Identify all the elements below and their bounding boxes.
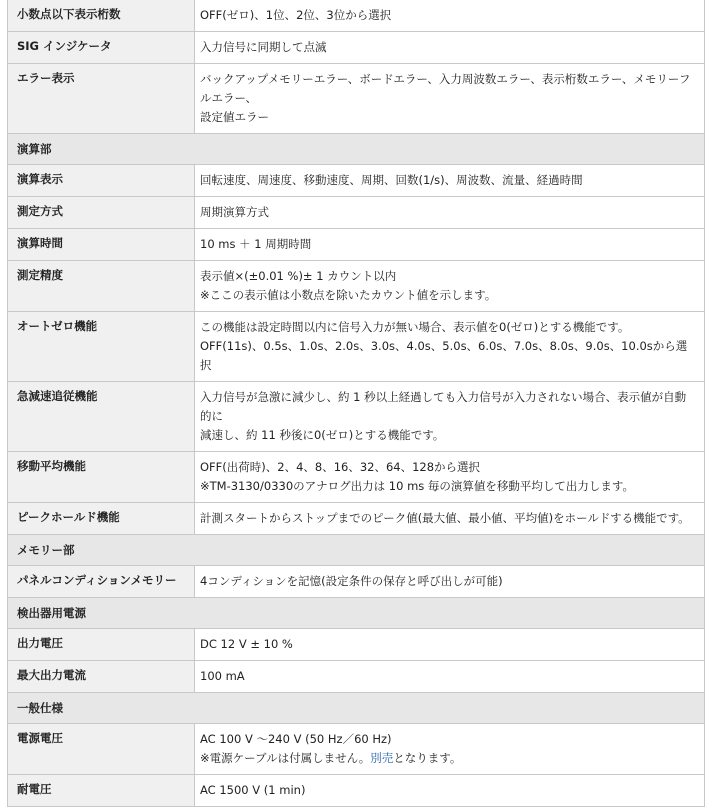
spec-value: [195, 32, 705, 64]
spec-value-line: 計測スタートからストップまでのピーク値(最大値、最小値、平均値)をホールドする機能です。: [200, 511, 690, 525]
spec-row: [8, 503, 705, 535]
spec-label: 急減速追従機能: [8, 382, 195, 452]
separately-sold-link[interactable]: 別売: [370, 751, 394, 765]
spec-row: [8, 629, 705, 661]
spec-value-line: ※TM-3130/0330のアナログ出力は 10 ms 毎の演算値を移動平均して出力します。: [200, 479, 635, 493]
section-header-row: [8, 134, 705, 165]
spec-value-line: OFF(ゼロ)、1位、2位、3位から選択: [200, 8, 392, 22]
spec-row: [8, 775, 705, 807]
spec-value-line: 表示値×(±0.01 %)± 1 カウント以内: [200, 269, 397, 283]
section-title: 演算部: [8, 134, 705, 165]
spec-value: [195, 775, 705, 807]
spec-label: 演算時間: [8, 229, 195, 261]
note-text: ※電源ケーブルは付属しません。: [200, 751, 371, 765]
spec-row: [8, 0, 705, 32]
spec-row: [8, 64, 705, 134]
section-title: メモリー部: [8, 535, 705, 566]
spec-value: [195, 566, 705, 598]
spec-value: [195, 724, 705, 775]
spec-value-line: 設定値エラー: [200, 110, 269, 124]
spec-row: [8, 452, 705, 503]
spec-label: ピークホールド機能: [8, 503, 195, 535]
spec-value: [195, 452, 705, 503]
spec-label: パネルコンディションメモリー: [8, 566, 195, 598]
section-header-row: [8, 535, 705, 566]
section-header-row: [8, 693, 705, 724]
spec-label: 小数点以下表示桁数: [8, 0, 195, 32]
section-title: 検出器用電源: [8, 598, 705, 629]
spec-value: [195, 165, 705, 197]
spec-value: [195, 629, 705, 661]
spec-label: 最大出力電流: [8, 661, 195, 693]
spec-value: [195, 312, 705, 382]
spec-label: SIG インジケータ: [8, 32, 195, 64]
spec-row: [8, 261, 705, 312]
spec-row: [8, 724, 705, 775]
spec-value-line: AC 100 V 〜240 V (50 Hz／60 Hz): [200, 732, 392, 746]
spec-value: [195, 503, 705, 535]
spec-label: オートゼロ機能: [8, 312, 195, 382]
spec-value-line: DC 12 V ± 10 %: [200, 637, 293, 651]
spec-value-line: バックアップメモリーエラー、ボードエラー、入力周波数エラー、表示桁数エラー、メモリーフルエラー、: [200, 72, 691, 105]
spec-value: [195, 261, 705, 312]
spec-label: 測定精度: [8, 261, 195, 312]
note-text-suffix: となります。: [393, 751, 462, 765]
spec-row: [8, 382, 705, 452]
spec-value: [195, 382, 705, 452]
spec-row: [8, 32, 705, 64]
spec-row: [8, 312, 705, 382]
spec-row: [8, 165, 705, 197]
spec-value: [195, 229, 705, 261]
spec-value: [195, 661, 705, 693]
spec-value-line: 回転速度、周速度、移動速度、周期、回数(1/s)、周波数、流量、経過時間: [200, 173, 583, 187]
spec-row: [8, 229, 705, 261]
spec-note-line: [200, 749, 696, 768]
spec-table-body: [8, 0, 705, 807]
spec-row: [8, 566, 705, 598]
section-title: 一般仕様: [8, 693, 705, 724]
section-header-row: [8, 598, 705, 629]
spec-value-line: 10 ms ＋ 1 周期時間: [200, 237, 312, 251]
spec-value-line: 減速し、約 11 秒後に0(ゼロ)とする機能です。: [200, 428, 445, 442]
spec-value-line: 4コンディションを記憶(設定条件の保存と呼び出しが可能): [200, 574, 503, 588]
spec-label: エラー表示: [8, 64, 195, 134]
spec-label: 出力電圧: [8, 629, 195, 661]
spec-value-line: OFF(11s)、0.5s、1.0s、2.0s、3.0s、4.0s、5.0s、6.0s、7.0s、8.0s、9.0s、10.0sから選択: [200, 339, 688, 372]
spec-value-line: 入力信号が急激に減少し、約 1 秒以上経過しても入力信号が入力されない場合、表示値が自動的に: [200, 390, 687, 423]
spec-table: [7, 0, 705, 807]
spec-row: [8, 197, 705, 229]
spec-value-line: 周期演算方式: [200, 205, 269, 219]
spec-value: [195, 0, 705, 32]
spec-label: 移動平均機能: [8, 452, 195, 503]
spec-value-line: 入力信号に同期して点滅: [200, 40, 327, 54]
spec-value: [195, 64, 705, 134]
spec-label: 電源電圧: [8, 724, 195, 775]
spec-value-line: OFF(出荷時)、2、4、8、16、32、64、128から選択: [200, 460, 481, 474]
spec-value-line: この機能は設定時間以内に信号入力が無い場合、表示値を0(ゼロ)とする機能です。: [200, 320, 630, 334]
spec-label: 耐電圧: [8, 775, 195, 807]
spec-value-line: 100 mA: [200, 669, 245, 683]
spec-label: 測定方式: [8, 197, 195, 229]
spec-value-line: AC 1500 V (1 min): [200, 783, 306, 797]
spec-row: [8, 661, 705, 693]
spec-value: [195, 197, 705, 229]
spec-value-line: ※ここの表示値は小数点を除いたカウント値を示します。: [200, 288, 497, 302]
spec-label: 演算表示: [8, 165, 195, 197]
